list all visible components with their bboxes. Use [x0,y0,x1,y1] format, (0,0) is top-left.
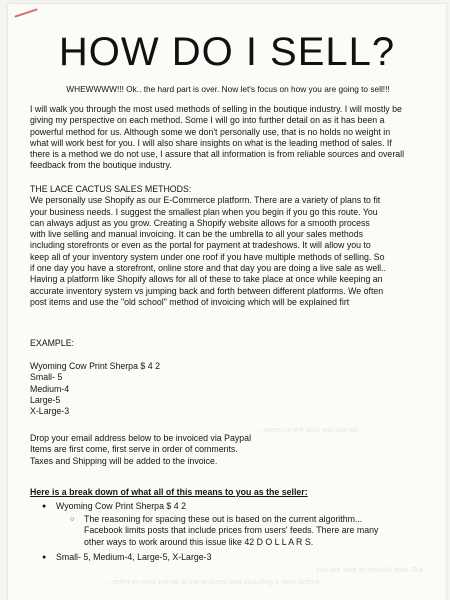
text-line: other ways to work around this issue like 42 D O L L A R S. [84,536,314,547]
breakdown-heading: Here is a break down of what all of this means to you as the seller: [30,487,308,497]
text-line: powerful method for us. Although some we don't personally use, that is no holds no weight in [30,126,391,137]
bullet-text: Small- 5, Medium-4, Large-5, X-Large-3 [56,552,212,562]
sales-methods-paragraph [30,184,438,308]
text-line: giving my perspective on each method. Some I will go into further detail on as it has been a [30,115,385,126]
text-line: feedback from the boutique industry. [30,160,172,171]
text-line: with live selling and manual invoicing. It can be the umbrella to all your sales methods [30,229,363,240]
drop-instructions [30,433,438,467]
example-item [30,361,438,417]
text-line: Having a platform like Shopify allows for all of these to take place at once while keeping an [30,274,383,285]
text-line: can always adjust as you grow. Creating a Shopify website allows for a smooth process [30,217,370,228]
text-line: there is a method we do not use, I assure that all information is from reliable sources and overall [30,149,405,160]
text-line: your business needs. I suggest the smallest plan when you begin if you go this route. You [30,206,378,217]
bleed-through-text: ... you are able to actually own. But [308,565,424,574]
text-line: post items and use the "old school" method of invoicing which will be explained firt [30,296,350,307]
text-line: keep all of your inventory system under one roof if you have multiple methods of selling. So [30,251,385,262]
text-line: what will work best for you. I will also share insights on what is the leading method of sales. If [30,137,392,148]
document-page [8,4,446,600]
bleed-through-text: ... prices in the post you can do [256,425,359,434]
example-size-line: Small- 5 [30,372,63,383]
text-line: if one day you have a storefront, online store and that day you are doing a live sale as well.. [30,263,387,274]
intro-paragraph [30,104,438,172]
text-line: We personally use Shopify as our E-Commerce platform. There are a variety of plans to fit [30,195,381,206]
text-line: Drop your email address below to be invoiced via Paypal [30,433,252,443]
hollow-bullet-icon: ○ [70,516,75,523]
sub-bullet-text [84,514,436,548]
pen-mark [14,8,37,17]
bleed-through-text: ... seller on your behalf at the process and including a work before [104,577,320,586]
sub-bullet-item [70,514,438,548]
example-label: EXAMPLE: [30,338,75,348]
intro-text: WHEWWWW!!! Ok.. the hard part is over. Now let's focus on how you are going to sell!!! [66,84,390,94]
text-line: I will walk you through the most used methods of selling in the boutique industry. I will mostly be [30,104,402,114]
page-title: HOW DO I SELL? [58,30,396,74]
bullet-icon: ● [42,554,47,561]
bullet-text: Wyoming Cow Print Sherpa $ 4 2 [56,501,186,511]
bullet-item [42,501,438,512]
example-size-line: Large-5 [30,394,61,405]
bullet-icon: ● [42,503,47,510]
example-size-line: X-Large-3 [30,406,70,417]
text-line: Items are first come, first serve in order of comments. [30,444,238,455]
text-line: Facebook limits posts that include prices from users' feeds. There are many [84,525,379,536]
example-size-line: Medium-4 [30,383,70,394]
text-line: including storefronts or even as the portal for payment at tradeshows. It will allow you to [30,240,371,251]
section-heading: THE LACE CACTUS SALES METHODS: [30,184,192,194]
example-item-title: Wyoming Cow Print Sherpa $ 4 2 [30,361,160,371]
bullet-item [42,552,438,563]
text-line: accurate inventory system vs jumping back and forth between different platforms. We often [30,285,384,296]
text-line: Taxes and Shipping will be added to the invoice. [30,455,218,466]
text-line: The reasoning for spacing these out is based on the current algorithm... [84,514,363,524]
